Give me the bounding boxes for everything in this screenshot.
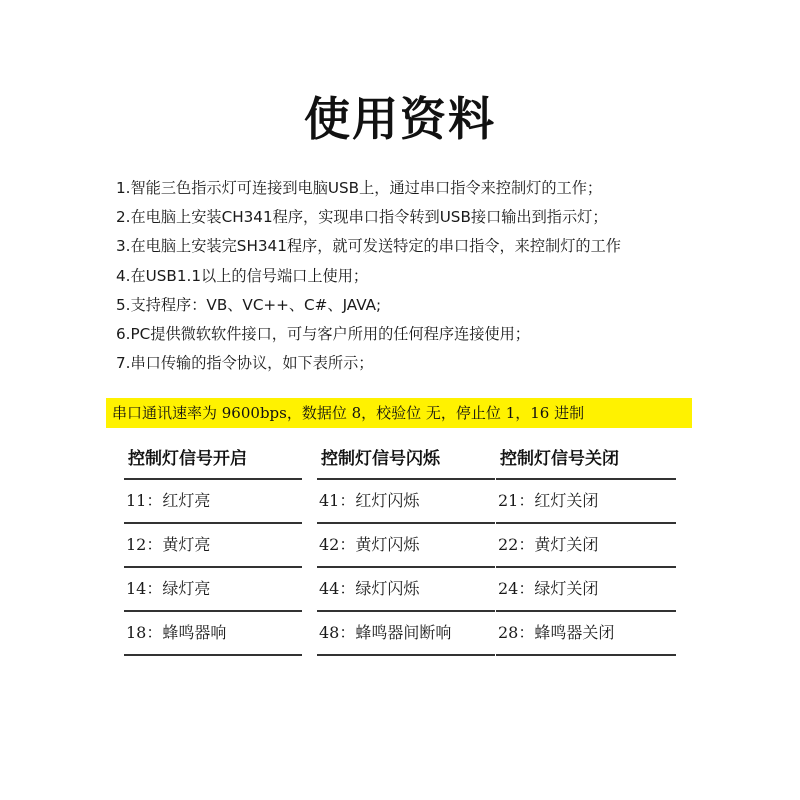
instruction-item: 5.支持程序：VB、VC++、C#、JAVA; <box>116 295 382 314</box>
column-header: 控制灯信号开启 <box>124 438 302 480</box>
table-cell: 21：红灯关闭 <box>496 480 676 524</box>
table-cell: 11：红灯亮 <box>124 480 302 524</box>
instruction-item: 7.串口传输的指令协议，如下表所示； <box>116 354 374 373</box>
instruction-item: 2.在电脑上安装CH341程序，实现串口指令转到USB接口输出到指示灯； <box>116 208 608 227</box>
table-cell: 14：绿灯亮 <box>124 568 302 612</box>
table-cell: 12：黄灯亮 <box>124 524 302 568</box>
serial-settings-banner: 串口通讯速率为 9600bps，数据位 8，校验位 无，停止位 1，16 进制 <box>106 398 692 428</box>
instruction-item: 1.智能三色指示灯可连接到电脑USB上，通过串口指令来控制灯的工作； <box>116 179 603 197</box>
page-title: 使用资料 <box>304 92 496 146</box>
table-cell: 48：蜂鸣器间断响 <box>317 612 495 656</box>
table-cell: 18：蜂鸣器响 <box>124 612 302 656</box>
table-column-blink <box>317 438 495 656</box>
table-cell: 44：绿灯闪烁 <box>317 568 495 612</box>
instruction-item: 3.在电脑上安装完SH341程序，就可发送特定的串口指令，来控制灯的工作 <box>116 237 621 256</box>
table-column-on <box>124 438 302 656</box>
table-cell: 22：黄灯关闭 <box>496 524 676 568</box>
table-column-off <box>496 438 676 656</box>
instruction-item: 6.PC提供微软软件接口，可与客户所用的任何程序连接使用； <box>116 324 530 343</box>
column-header: 控制灯信号闪烁 <box>317 438 495 480</box>
table-cell: 42：黄灯闪烁 <box>317 524 495 568</box>
table-cell: 24：绿灯关闭 <box>496 568 676 612</box>
column-header: 控制灯信号关闭 <box>496 438 676 480</box>
table-cell: 41：红灯闪烁 <box>317 480 495 524</box>
instruction-item: 4.在USB1.1以上的信号端口上使用； <box>116 266 369 285</box>
instruction-list <box>116 174 696 378</box>
table-cell: 28：蜂鸣器关闭 <box>496 612 676 656</box>
